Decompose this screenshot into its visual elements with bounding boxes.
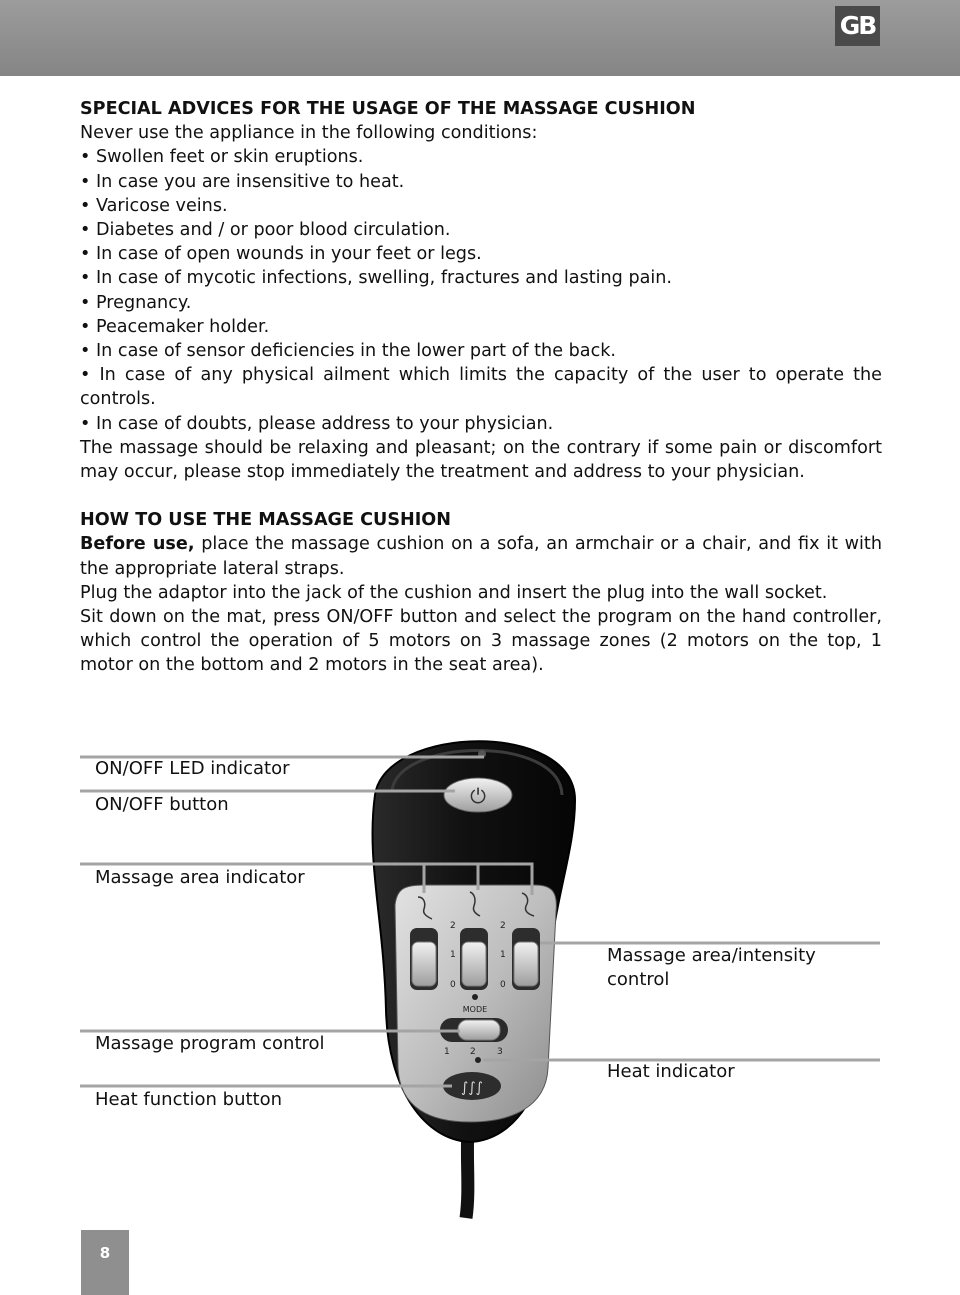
svg-text:2: 2 <box>470 1047 476 1057</box>
advice-item: • In case of mycotic infections, swelling, fractures and lasting pain. <box>80 268 673 289</box>
advice-item: • Peacemaker holder. <box>80 316 270 337</box>
advices-intro: Never use the appliance in the following conditions: <box>80 123 538 144</box>
section-title-advices: SPECIAL ADVICES FOR THE USAGE OF THE MASSAGE CUSHION <box>80 99 696 119</box>
advice-item: • Pregnancy. <box>80 292 192 313</box>
label-massage-area-indicator: Massage area indicator <box>95 867 305 888</box>
advice-item: • Varicose veins. <box>80 195 228 216</box>
svg-text:0: 0 <box>450 980 456 990</box>
label-heat-function-button: Heat function button <box>95 1089 283 1110</box>
label-heat-indicator: Heat indicator <box>607 1061 735 1082</box>
advice-item: • Swollen feet or skin eruptions. <box>80 147 364 168</box>
before-use-text: place the massage cushion on a sofa, an armchair or a chair, and fix it with the appropriate lateral straps. <box>80 534 882 579</box>
how-to-use-p3: Sit down on the mat, press ON/OFF button and select the program on the hand controller, which control the operation of 5 motors on 3 massage zones (2 motors on the top, 1 motor on the bottom and 2 motors in the seat area). <box>80 607 882 676</box>
advice-item: • In case of sensor deficiencies in the lower part of the back. <box>80 341 617 362</box>
svg-text:2: 2 <box>500 921 506 931</box>
how-to-use-p2: Plug the adaptor into the jack of the cushion and insert the plug into the wall socket. <box>80 582 828 603</box>
svg-text:0: 0 <box>500 980 506 990</box>
language-badge: GB <box>835 6 880 46</box>
page-number: 8 <box>81 1230 129 1295</box>
svg-text:2: 2 <box>450 921 456 931</box>
svg-text:1: 1 <box>444 1047 450 1057</box>
label-onoff-led: ON/OFF LED indicator <box>95 758 290 779</box>
power-icon: ⏻ <box>470 784 486 808</box>
advice-item: • In case you are insensitive to heat. <box>80 171 405 192</box>
advice-item: • Diabetes and / or poor blood circulation. <box>80 220 451 241</box>
advice-item: • In case of open wounds in your feet or legs. <box>80 244 482 265</box>
section-title-how-to-use: HOW TO USE THE MASSAGE CUSHION <box>80 510 451 531</box>
intensity-sliders <box>410 928 540 990</box>
advices-closing: The massage should be relaxing and pleasant; on the contrary if some pain or discomfort may occur, please stop immediately the treatment and address to your physician. <box>80 437 882 483</box>
label-area-intensity-control: Massage area/intensity control <box>607 945 816 990</box>
svg-text:1: 1 <box>500 950 506 960</box>
mode-label: MODE <box>462 1005 488 1014</box>
label-onoff-button: ON/OFF button <box>95 794 229 815</box>
svg-text:3: 3 <box>497 1047 503 1057</box>
advice-item: • In case of doubts, please address to your physician. <box>80 413 554 434</box>
heat-icon: ∫∫∫ <box>461 1080 483 1096</box>
heat-indicator-dot <box>475 1057 481 1063</box>
svg-text:1: 1 <box>450 950 456 960</box>
label-massage-program-control: Massage program control <box>95 1033 325 1054</box>
before-use-lead: Before use, <box>80 534 195 555</box>
advice-item: • In case of any physical ailment which limits the capacity of the user to operate the controls. <box>80 365 882 410</box>
